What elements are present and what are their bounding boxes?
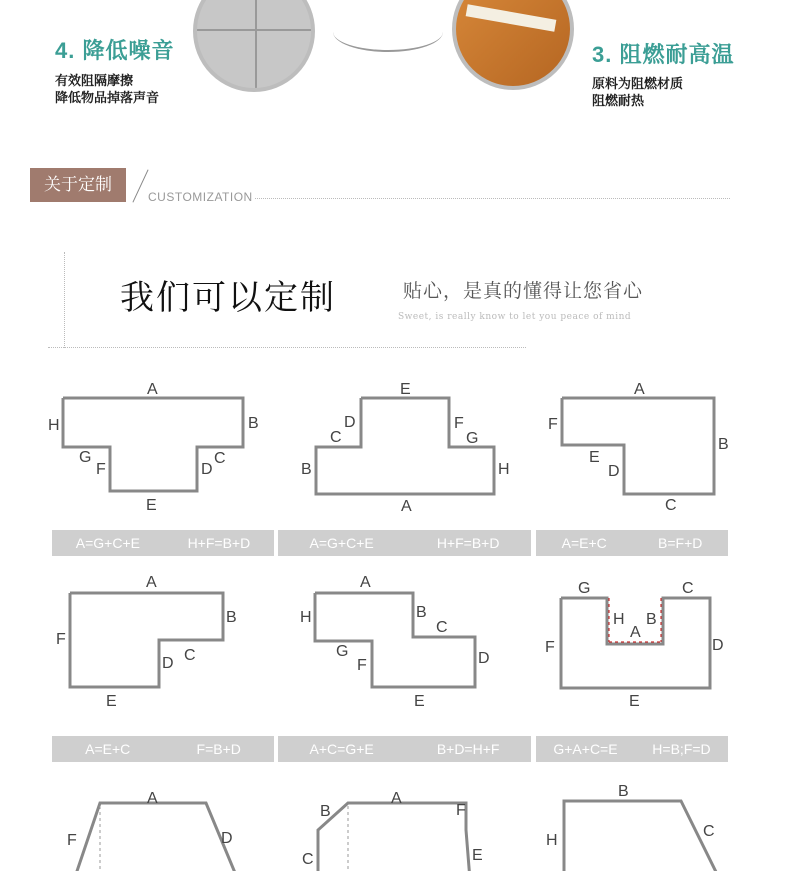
svg-text:D: D bbox=[201, 461, 213, 478]
feature-fire-line-2: 阻燃耐热 bbox=[592, 93, 645, 108]
svg-text:H: H bbox=[498, 461, 510, 478]
label: A bbox=[147, 381, 158, 398]
svg-text:F: F bbox=[56, 631, 66, 648]
shape-u bbox=[561, 598, 710, 688]
svg-text:A: A bbox=[360, 574, 371, 591]
shape-octagon bbox=[318, 803, 470, 871]
svg-text:D: D bbox=[608, 463, 620, 480]
svg-text:B: B bbox=[320, 803, 331, 820]
hero-headline: 我们可以定制 bbox=[120, 278, 336, 318]
svg-text:A: A bbox=[391, 790, 402, 807]
svg-text:B: B bbox=[301, 461, 312, 478]
svg-text:B: B bbox=[618, 783, 629, 800]
svg-text:H: H bbox=[48, 417, 60, 434]
formula-1b: H+F=B+D bbox=[187, 535, 251, 551]
svg-text:C: C bbox=[302, 851, 314, 868]
shape-t bbox=[63, 398, 243, 491]
svg-text:E: E bbox=[589, 449, 600, 466]
feature-noise-title: 4. 降低噪音 bbox=[55, 38, 175, 63]
svg-text:G: G bbox=[466, 430, 479, 447]
svg-text:A: A bbox=[630, 624, 641, 641]
formula-6a: G+A+C=E bbox=[553, 741, 618, 757]
formula-bar-4 bbox=[52, 736, 274, 762]
feature-noise-line-1: 有效阻隔摩擦 bbox=[55, 73, 134, 88]
svg-text:D: D bbox=[478, 650, 490, 667]
svg-text:B: B bbox=[226, 609, 237, 626]
svg-text:G: G bbox=[578, 580, 591, 597]
section-slash bbox=[132, 169, 148, 202]
svg-text:E: E bbox=[146, 497, 157, 514]
feature-fire-title: 3. 阻燃耐高温 bbox=[592, 42, 735, 67]
svg-text:B: B bbox=[416, 604, 427, 621]
svg-text:H: H bbox=[300, 609, 312, 626]
shape-pentagon bbox=[564, 801, 720, 871]
svg-text:H: H bbox=[546, 832, 558, 849]
svg-text:E: E bbox=[629, 693, 640, 710]
hero-vertical-rule bbox=[64, 252, 65, 348]
feature-noise-line-2: 降低物品掉落声音 bbox=[55, 90, 160, 105]
section-divider bbox=[255, 198, 730, 199]
svg-text:E: E bbox=[472, 847, 483, 864]
svg-text:C: C bbox=[184, 647, 196, 664]
svg-text:A: A bbox=[146, 574, 157, 591]
section-tag: 关于定制 bbox=[30, 168, 126, 202]
hero-slogan-en: Sweet, is really know to let you peace of mind bbox=[398, 312, 632, 322]
svg-text:F: F bbox=[67, 832, 77, 849]
hero-horizontal-rule bbox=[48, 347, 526, 348]
formula-bar-6 bbox=[536, 736, 728, 762]
svg-text:B: B bbox=[646, 611, 657, 628]
feature-fire-line-1: 原料为阻燃材质 bbox=[592, 76, 684, 91]
svg-text:C: C bbox=[214, 450, 226, 467]
svg-text:B: B bbox=[248, 415, 259, 432]
svg-text:G: G bbox=[79, 449, 92, 466]
shapes-diagram bbox=[0, 360, 790, 871]
svg-text:E: E bbox=[400, 381, 411, 398]
formula-bar-2 bbox=[278, 530, 531, 556]
hero-slogan: 贴心，是真的懂得让您省心 bbox=[403, 280, 644, 302]
svg-text:B: B bbox=[718, 436, 729, 453]
formula-4b: F=B+D bbox=[196, 741, 241, 757]
svg-text:F: F bbox=[454, 415, 464, 432]
svg-text:F: F bbox=[357, 657, 367, 674]
svg-text:D: D bbox=[162, 655, 174, 672]
svg-text:D: D bbox=[221, 830, 233, 847]
formula-bar-1 bbox=[52, 530, 274, 556]
formula-6b: H=B;F=D bbox=[652, 741, 711, 757]
svg-text:D: D bbox=[712, 637, 724, 654]
formula-bar-5 bbox=[278, 736, 531, 762]
formula-bar-3 bbox=[536, 530, 728, 556]
formula-4a: A=E+C bbox=[85, 741, 131, 757]
formula-2b: H+F=B+D bbox=[436, 535, 500, 551]
formula-2a: A=G+C+E bbox=[309, 535, 374, 551]
svg-text:F: F bbox=[548, 416, 558, 433]
svg-text:F: F bbox=[545, 639, 555, 656]
svg-text:H: H bbox=[613, 611, 625, 628]
svg-text:F: F bbox=[456, 802, 466, 819]
shape-z bbox=[315, 593, 475, 687]
shape-trapezoid bbox=[74, 803, 238, 871]
svg-text:C: C bbox=[682, 580, 694, 597]
svg-text:A: A bbox=[147, 790, 158, 807]
formula-5a: A+C=G+E bbox=[309, 741, 374, 757]
svg-text:F: F bbox=[96, 461, 106, 478]
svg-text:C: C bbox=[330, 429, 342, 446]
shape-l-2 bbox=[70, 593, 223, 687]
svg-text:E: E bbox=[106, 693, 117, 710]
formula-1a: A=G+C+E bbox=[75, 535, 140, 551]
formula-3b: B=F+D bbox=[658, 535, 703, 551]
section-subtitle: CUSTOMIZATION bbox=[148, 190, 253, 204]
svg-text:E: E bbox=[414, 693, 425, 710]
svg-text:A: A bbox=[401, 498, 412, 515]
svg-text:C: C bbox=[703, 823, 715, 840]
svg-text:C: C bbox=[665, 497, 677, 514]
formula-3a: A=E+C bbox=[561, 535, 607, 551]
svg-text:A: A bbox=[634, 381, 645, 398]
svg-text:D: D bbox=[344, 414, 356, 431]
svg-text:G: G bbox=[336, 643, 349, 660]
noise-reduction-image bbox=[193, 0, 315, 92]
formula-5b: B+D=H+F bbox=[436, 741, 500, 757]
svg-text:C: C bbox=[436, 619, 448, 636]
connector-curve bbox=[333, 20, 443, 52]
fire-resistance-image bbox=[452, 0, 574, 90]
shape-l-1 bbox=[562, 398, 714, 494]
